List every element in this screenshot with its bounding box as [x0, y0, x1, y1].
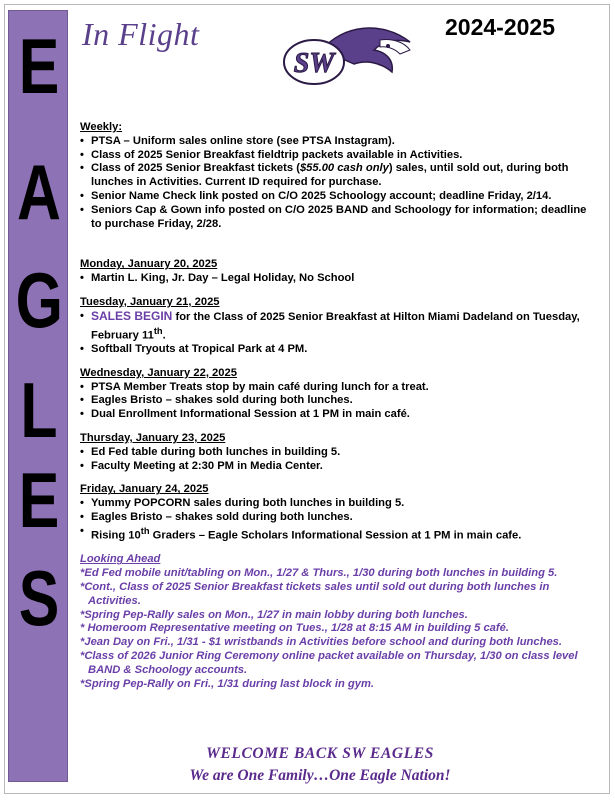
- day-thursday: [80, 432, 600, 473]
- sales-begin-highlight: SALES BEGIN: [91, 308, 173, 323]
- rising-sup: th: [140, 525, 150, 536]
- day-item: • Eagles Bristo – shakes sold during both lunches.: [80, 511, 600, 525]
- weekly-item: • Senior Name Check link posted on C/O 2025 Schoology account; deadline Friday, 2/14.: [80, 190, 600, 204]
- weekly-item: • Class of 2025 Senior Breakfast fieldtrip packets available in Activities.: [80, 149, 600, 163]
- bulletin-content: [80, 121, 600, 691]
- sidebar-letter-a: A: [17, 148, 61, 236]
- welcome-line: WELCOME BACK SW EAGLES: [206, 745, 434, 762]
- tickets-price: $55.00 cash only: [299, 162, 389, 175]
- rising-text-end: Graders – Eagle Scholars Informational Session at 1 PM in main cafe.: [149, 529, 522, 542]
- day-item-rising-10th: [80, 525, 600, 544]
- tickets-text-end: ) sales, until sold out, during both lunches in Activities. Current ID required for purchase.: [91, 162, 569, 189]
- motto-line: We are One Family…One Eagle Nation!: [189, 767, 451, 784]
- tickets-text: Class of 2025 Senior Breakfast tickets (: [91, 162, 300, 175]
- eagles-sidebar: [8, 10, 68, 782]
- looking-ahead-item: *Spring Pep-Rally sales on Mon., 1/27 in main lobby during both lunches.: [80, 608, 468, 621]
- looking-ahead-item: * Homeroom Representative meeting on Tues., 1/28 at 8:15 AM in building 5 café.: [80, 622, 509, 635]
- day-item: • Faculty Meeting at 2:30 PM in Media Center.: [80, 460, 600, 474]
- day-title: Thursday, January 23, 2025: [80, 432, 226, 445]
- day-item: • Yummy POPCORN sales during both lunches in building 5.: [80, 497, 600, 511]
- day-title: Monday, January 20, 2025: [80, 258, 218, 271]
- day-item: • Martin L. King, Jr. Day – Legal Holiday, No School: [80, 272, 600, 286]
- day-wednesday: [80, 367, 600, 422]
- looking-ahead-item: *Class of 2026 Junior Ring Ceremony online packet available on Thursday, 1/30 on class level BAND & Schoology accounts.: [80, 649, 578, 676]
- sidebar-letter-e2: E: [18, 456, 60, 544]
- weekly-item: • Seniors Cap & Gown info posted on C/O 2025 BAND and Schoology for information; deadline to purchase Friday, 2/28.: [80, 204, 600, 232]
- day-tuesday: [80, 296, 600, 357]
- sidebar-letter-l: L: [20, 366, 58, 454]
- day-title: Friday, January 24, 2025: [80, 483, 209, 496]
- weekly-item-tickets: [80, 162, 600, 190]
- looking-ahead-item: *Spring Pep-Rally on Fri., 1/31 during last block in gym.: [80, 677, 375, 690]
- weekly-title: Weekly:: [80, 121, 123, 133]
- logo-sw-text: SW: [293, 48, 335, 79]
- day-friday: [80, 483, 600, 543]
- day-monday: [80, 258, 600, 286]
- looking-ahead-section: [80, 553, 600, 691]
- day-item: • Dual Enrollment Informational Session at 1 PM in main café.: [80, 408, 600, 422]
- day-title: Tuesday, January 21, 2025: [80, 295, 220, 308]
- sales-begin-sup: th: [153, 325, 163, 336]
- sales-begin-end: .: [162, 329, 166, 342]
- sidebar-letter-g: G: [15, 256, 63, 344]
- sales-begin-text: for the Class of 2025 Senior Breakfast at Hilton Miami Dadeland on Tuesday, February 11: [91, 310, 580, 342]
- weekly-section: [80, 121, 600, 231]
- in-flight-title: In Flight: [82, 16, 200, 52]
- sw-eagle-logo: [282, 20, 412, 88]
- day-item-sales-begin: [80, 310, 600, 343]
- day-item: • Eagles Bristo – shakes sold during both lunches.: [80, 394, 600, 408]
- welcome-footer: [80, 743, 560, 787]
- day-item: • Softball Tryouts at Tropical Park at 4 PM.: [80, 343, 600, 357]
- looking-ahead-title: Looking Ahead: [80, 553, 161, 566]
- sidebar-letter-s: S: [18, 554, 60, 642]
- sidebar-letter-e: E: [18, 22, 60, 110]
- day-item: • PTSA Member Treats stop by main café during lunch for a treat.: [80, 381, 600, 395]
- looking-ahead-item: *Ed Fed mobile unit/tabling on Mon., 1/27 & Thurs., 1/30 during both lunches in building 5.: [80, 567, 558, 580]
- day-title: Wednesday, January 22, 2025: [80, 366, 237, 379]
- day-item: • Ed Fed table during both lunches in building 5.: [80, 446, 600, 460]
- school-year: 2024-2025: [445, 14, 555, 40]
- rising-text: Rising 10: [91, 529, 141, 542]
- looking-ahead-item: *Jean Day on Fri., 1/31 - $1 wristbands in Activities before school and during both lunches.: [80, 636, 562, 649]
- looking-ahead-item: *Cont., Class of 2025 Senior Breakfast tickets sales until sold out during both lunches in Activities.: [80, 580, 550, 607]
- weekly-item: • PTSA – Uniform sales online store (see PTSA Instagram).: [80, 135, 600, 149]
